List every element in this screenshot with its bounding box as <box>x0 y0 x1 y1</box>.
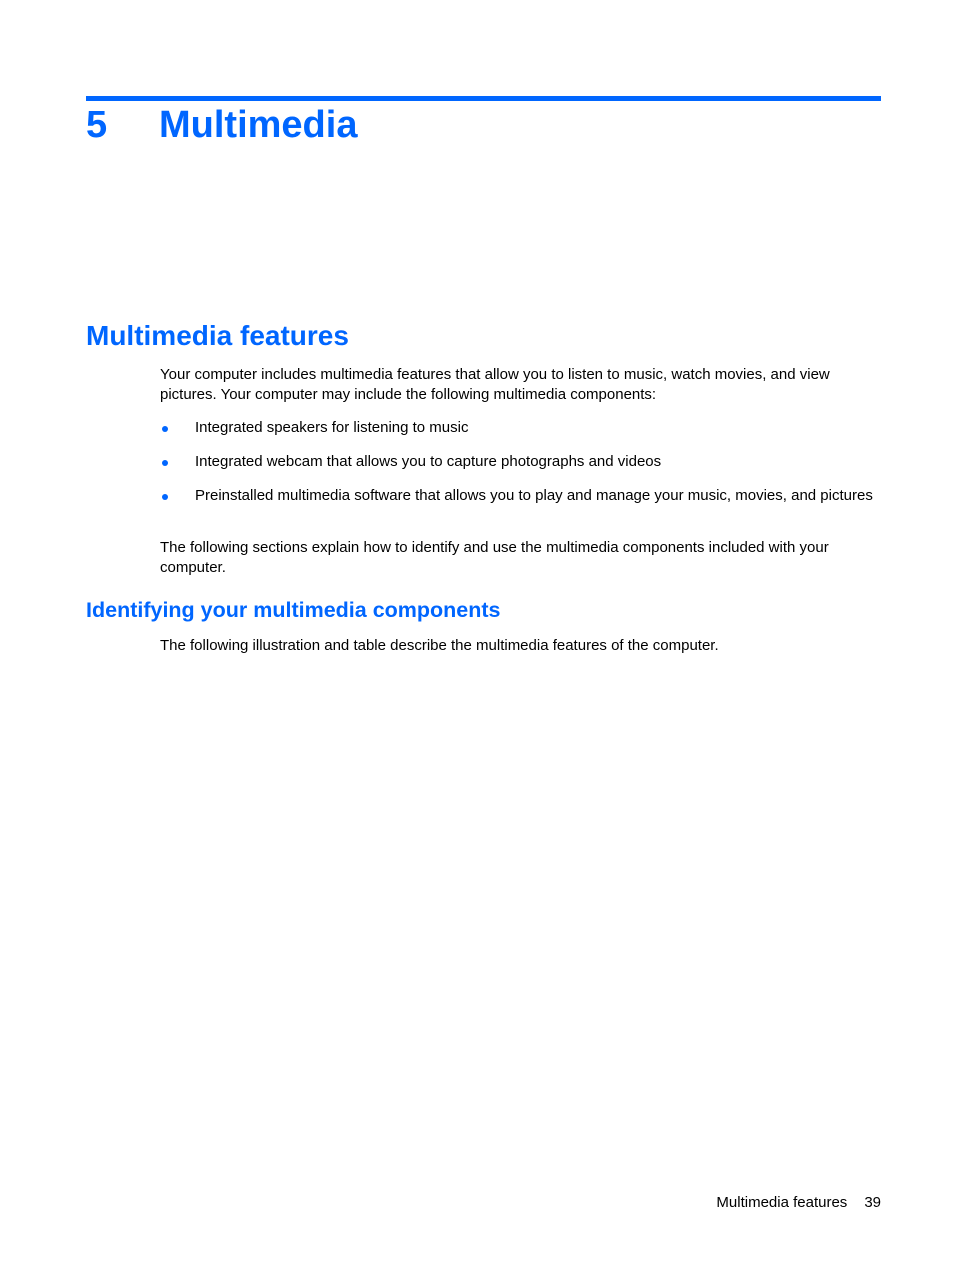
chapter-number: 5 <box>86 104 108 146</box>
chapter-heading <box>86 101 357 149</box>
page-number: 39 <box>864 1194 881 1211</box>
illustration-paragraph: The following illustration and table describe the multimedia features of the computer. <box>160 637 719 654</box>
list-item <box>160 486 882 506</box>
page-footer <box>716 1193 881 1213</box>
subsection-heading: Identifying your multimedia components <box>86 598 501 622</box>
bullet-icon <box>162 426 168 432</box>
chapter-title: Multimedia <box>159 104 358 146</box>
bullet-icon <box>162 460 168 466</box>
bullet-icon <box>162 494 168 500</box>
list-item-text: Integrated speakers for listening to music <box>195 419 469 436</box>
list-item <box>160 452 882 472</box>
component-list <box>160 418 882 520</box>
list-item-text: Preinstalled multimedia software that allows you to play and manage your music, movies, and pictures <box>195 487 873 504</box>
intro-paragraph: Your computer includes multimedia features that allow you to listen to music, watch movies, and view pictures. Your computer may include the following multimedia components: <box>160 366 830 403</box>
section-heading: Multimedia features <box>86 320 349 351</box>
list-item-text: Integrated webcam that allows you to capture photographs and videos <box>195 453 662 470</box>
list-item <box>160 418 882 438</box>
sections-paragraph: The following sections explain how to identify and use the multimedia components included with your computer. <box>160 539 829 576</box>
footer-section-name: Multimedia features <box>716 1194 848 1211</box>
